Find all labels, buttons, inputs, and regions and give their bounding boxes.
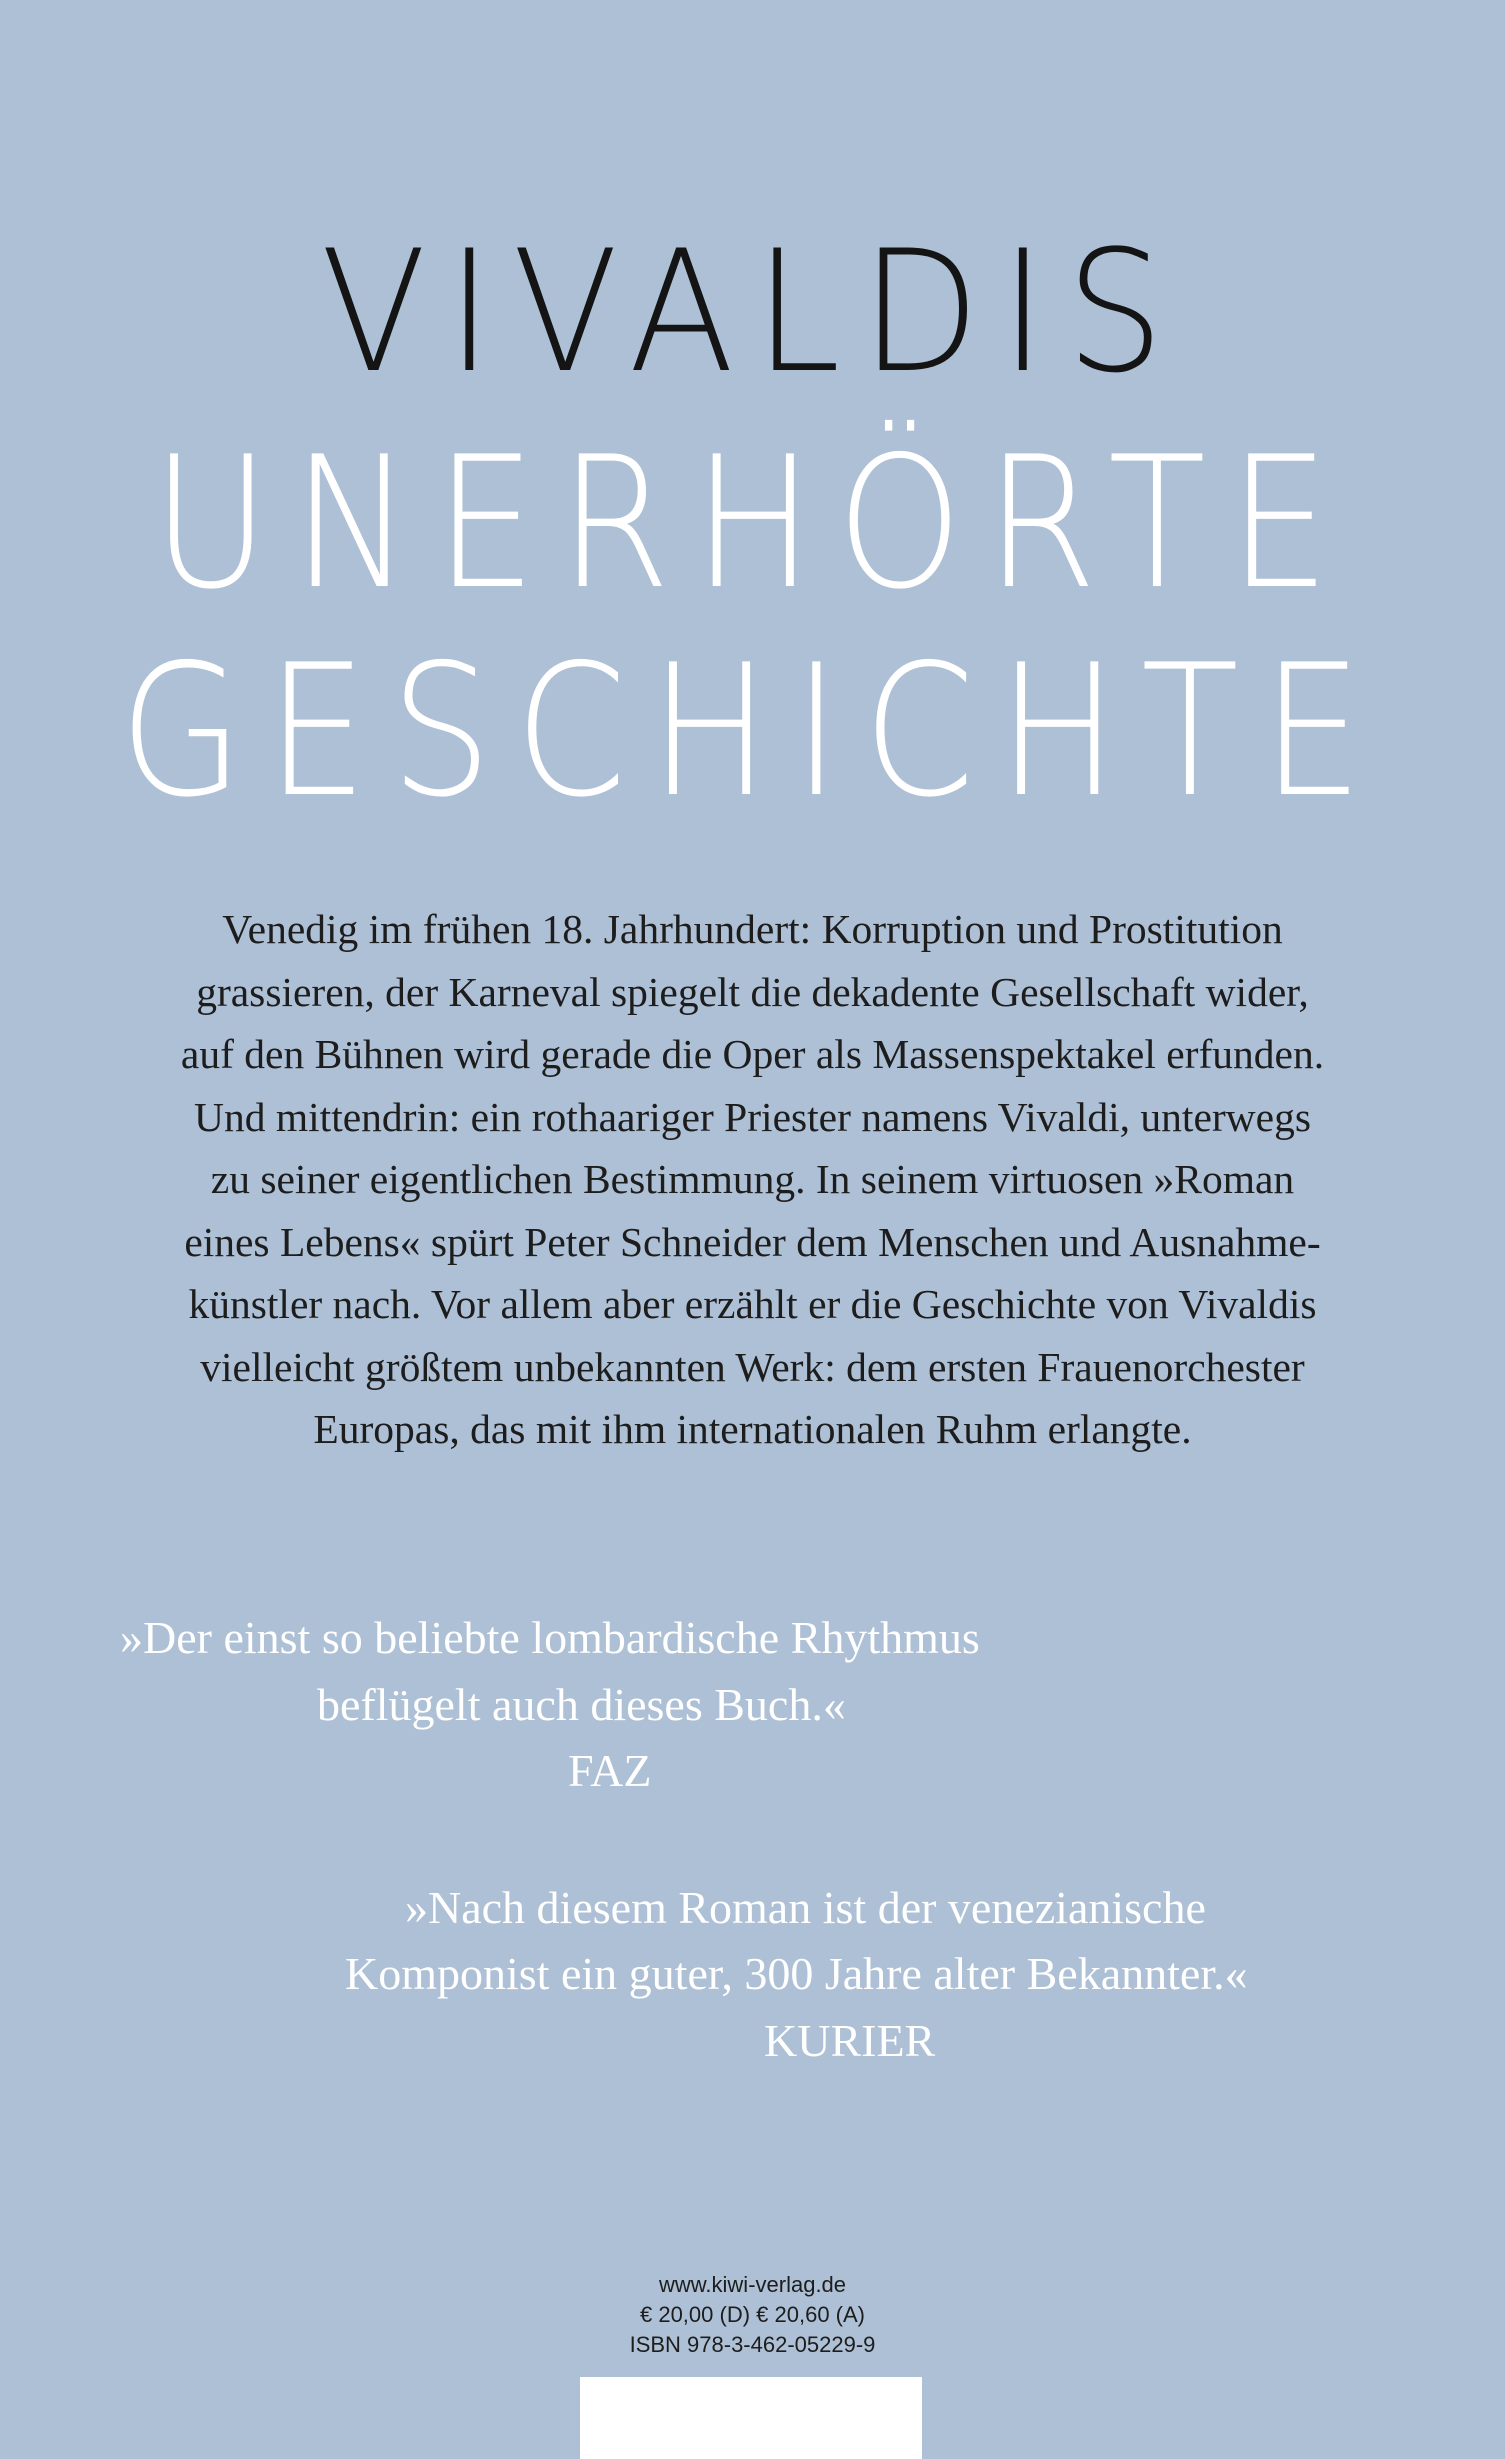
title-line-vivaldis: VIVALDIS: [320, 214, 1185, 410]
imprint: [0, 2270, 1505, 2360]
blurb-line: Und mittendrin: ein rothaariger Priester namens Vivaldi, unterwegs: [194, 1093, 1311, 1140]
blurb-line: grassieren, der Karneval spiegelt die dekadente Gesellschaft wider,: [196, 968, 1309, 1015]
publisher-website: www.kiwi-verlag.de: [658, 2272, 847, 2297]
blurb-line: Venedig im frühen 18. Jahrhundert: Korruption und Prostitution: [222, 906, 1283, 952]
quote-line: beflügelt auch dieses Buch.«: [317, 1679, 846, 1730]
quote-line: »Nach diesem Roman ist der venezianische: [405, 1882, 1206, 1933]
blurb-line: vielleicht größtem unbekannten Werk: dem ersten Frauenorchester: [200, 1343, 1305, 1390]
quote-line: Komponist ein guter, 300 Jahre alter Bekannter.«: [345, 1948, 1248, 1999]
title-line-unerhoerte: UNERHÖRTE: [152, 417, 1353, 629]
quote-source: FAZ: [568, 1745, 652, 1796]
blurb-text: [100, 898, 1405, 1461]
blurb-line: auf den Bühnen wird gerade die Oper als Massenspektakel erfunden.: [180, 1031, 1325, 1077]
barcode-placeholder: [580, 2377, 922, 2459]
blurb-line: eines Lebens« spürt Peter Schneider dem Menschen und Ausnahme-: [184, 1218, 1321, 1265]
blurb-line: Europas, das mit ihm internationalen Ruhm erlangte.: [313, 1406, 1192, 1452]
price-info: € 20,00 (D) € 20,60 (A): [639, 2302, 865, 2327]
isbn: ISBN 978-3-462-05229-9: [629, 2332, 876, 2357]
blurb-line: künstler nach. Vor allem aber erzählt er die Geschichte von Vivaldis: [188, 1281, 1317, 1327]
blurb-line: zu seiner eigentlichen Bestimmung. In seinem virtuosen »Roman: [210, 1156, 1295, 1202]
quote-source: KURIER: [764, 2015, 936, 2066]
quote-line: »Der einst so beliebte lombardische Rhythmus: [120, 1612, 980, 1663]
title-line-geschichte: GESCHICHTE: [119, 625, 1386, 837]
